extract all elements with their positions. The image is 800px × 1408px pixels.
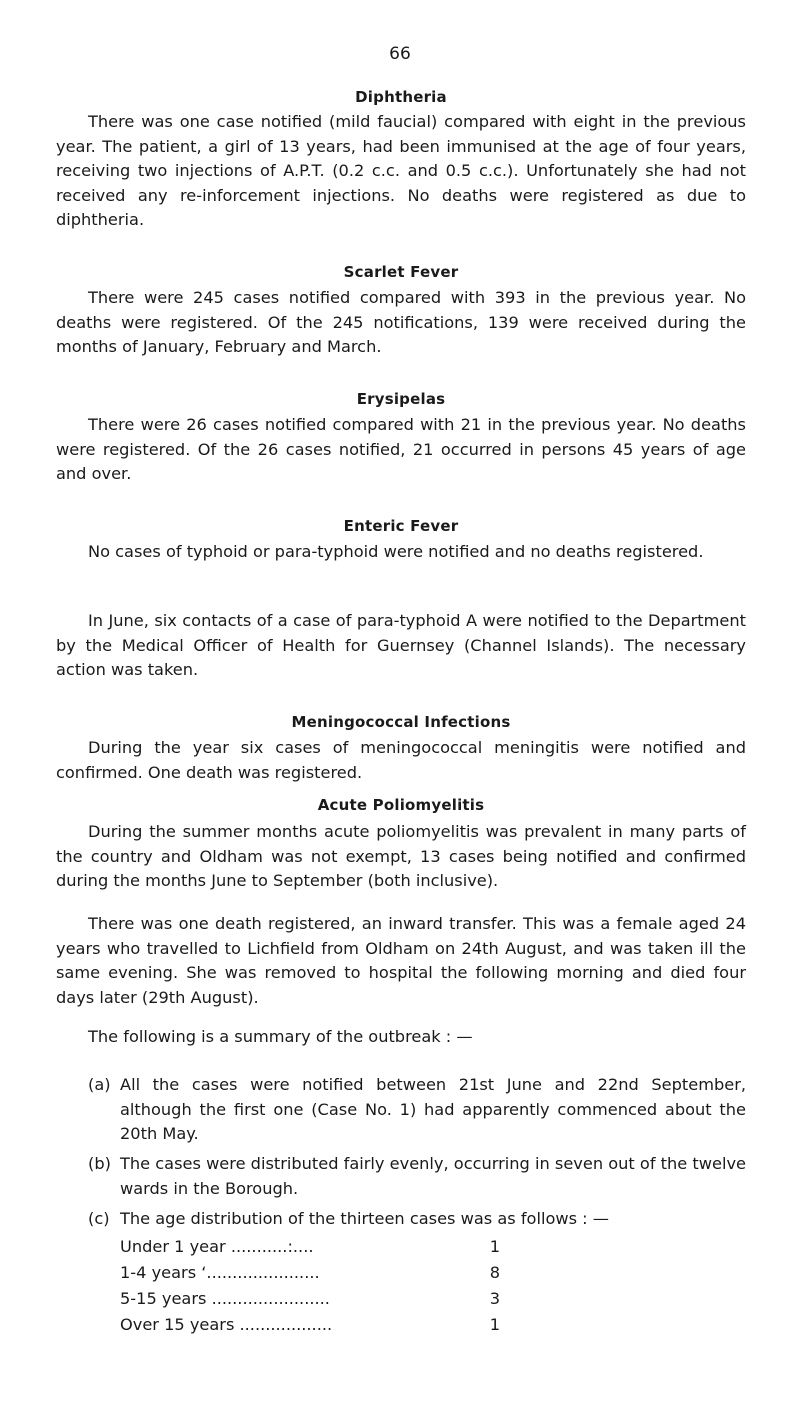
section-acute-poliomyelitis-3 <box>56 1025 746 1050</box>
item-label: (a) <box>88 1075 111 1094</box>
age-row <box>120 1287 500 1312</box>
section-meningococcal-infections <box>56 736 746 785</box>
section-enteric-fever <box>56 540 746 565</box>
paragraph: There was one case notified (mild faucial) compared with eight in the previous year. The patient, a girl of 13 years, had been immunised at the age of four years, receiving two injections of A.P.T. (0.2 c.c. and 0.5 c.c.). Unfortunately she had not received any re-inforcement injections. No deaths were registered as due to diphtheria. <box>56 112 746 229</box>
age-row <box>120 1313 500 1338</box>
age-row <box>120 1235 500 1260</box>
summary-item-c <box>56 1207 746 1232</box>
paragraph: During the year six cases of meningococcal meningitis were notified and confirmed. One death was registered. <box>56 738 746 782</box>
age-label: Under 1 year ...........:.... <box>120 1237 314 1256</box>
age-row <box>120 1261 500 1286</box>
paragraph: No cases of typhoid or para-typhoid were notified and no deaths registered. <box>88 542 704 561</box>
age-count: 8 <box>489 1263 500 1282</box>
item-text: The cases were distributed fairly evenly, occurring in seven out of the twelve wards in the Borough. <box>120 1154 746 1198</box>
heading-acute-poliomyelitis: Acute Poliomyelitis <box>317 796 485 814</box>
section-erysipelas <box>56 413 746 487</box>
paragraph: During the summer months acute poliomyelitis was prevalent in many parts of the country and Oldham was not exempt, 13 cases being notified and confirmed during the months June to September (both inclusive). <box>56 822 746 890</box>
age-label: 5-15 years ....................... <box>120 1289 330 1308</box>
heading-erysipelas: Erysipelas <box>356 390 446 408</box>
section-acute-poliomyelitis-2 <box>56 912 746 1010</box>
paragraph: In June, six contacts of a case of para-typhoid A were notified to the Department by the Medical Officer of Health for Guernsey (Channel Islands). The necessary action was taken. <box>56 611 746 679</box>
paragraph: There were 26 cases notified compared with 21 in the previous year. No deaths were registered. Of the 26 cases notified, 21 occurred in persons 45 years of age and over. <box>56 415 746 483</box>
paragraph: There was one death registered, an inward transfer. This was a female aged 24 years who travelled to Lichfield from Oldham on 24th August, and was taken ill the same evening. She was removed to hospital the following morning and died four days later (29th August). <box>56 914 746 1007</box>
age-count: 1 <box>489 1237 500 1256</box>
item-text: The age distribution of the thirteen cases was as follows : — <box>120 1209 609 1228</box>
heading-diphtheria: Diphtheria <box>355 88 447 106</box>
page-number: 66 <box>389 44 411 64</box>
item-label: (b) <box>88 1154 111 1173</box>
section-acute-poliomyelitis <box>56 820 746 894</box>
paragraph: The following is a summary of the outbreak : — <box>88 1027 473 1046</box>
section-enteric-fever-2 <box>56 609 746 683</box>
age-count: 3 <box>489 1289 500 1308</box>
section-scarlet-fever <box>56 286 746 360</box>
summary-item-b <box>56 1152 746 1201</box>
heading-enteric-fever: Enteric Fever <box>343 517 459 535</box>
heading-scarlet-fever: Scarlet Fever <box>343 263 459 281</box>
paragraph: There were 245 cases notified compared with 393 in the previous year. No deaths were registered. Of the 245 notifications, 139 were received during the months of January, February and March. <box>56 288 746 356</box>
item-text: All the cases were notified between 21st June and 22nd September, although the first one (Case No. 1) had apparently commenced about the 20th May. <box>120 1075 746 1143</box>
age-label: Over 15 years .................. <box>120 1315 333 1334</box>
age-count: 1 <box>489 1315 500 1334</box>
section-diphtheria <box>56 110 746 233</box>
age-label: 1-4 years ‘...................... <box>120 1263 320 1282</box>
item-label: (c) <box>88 1209 110 1228</box>
heading-meningococcal-infections: Meningococcal Infections <box>291 713 511 731</box>
summary-item-a <box>56 1073 746 1147</box>
